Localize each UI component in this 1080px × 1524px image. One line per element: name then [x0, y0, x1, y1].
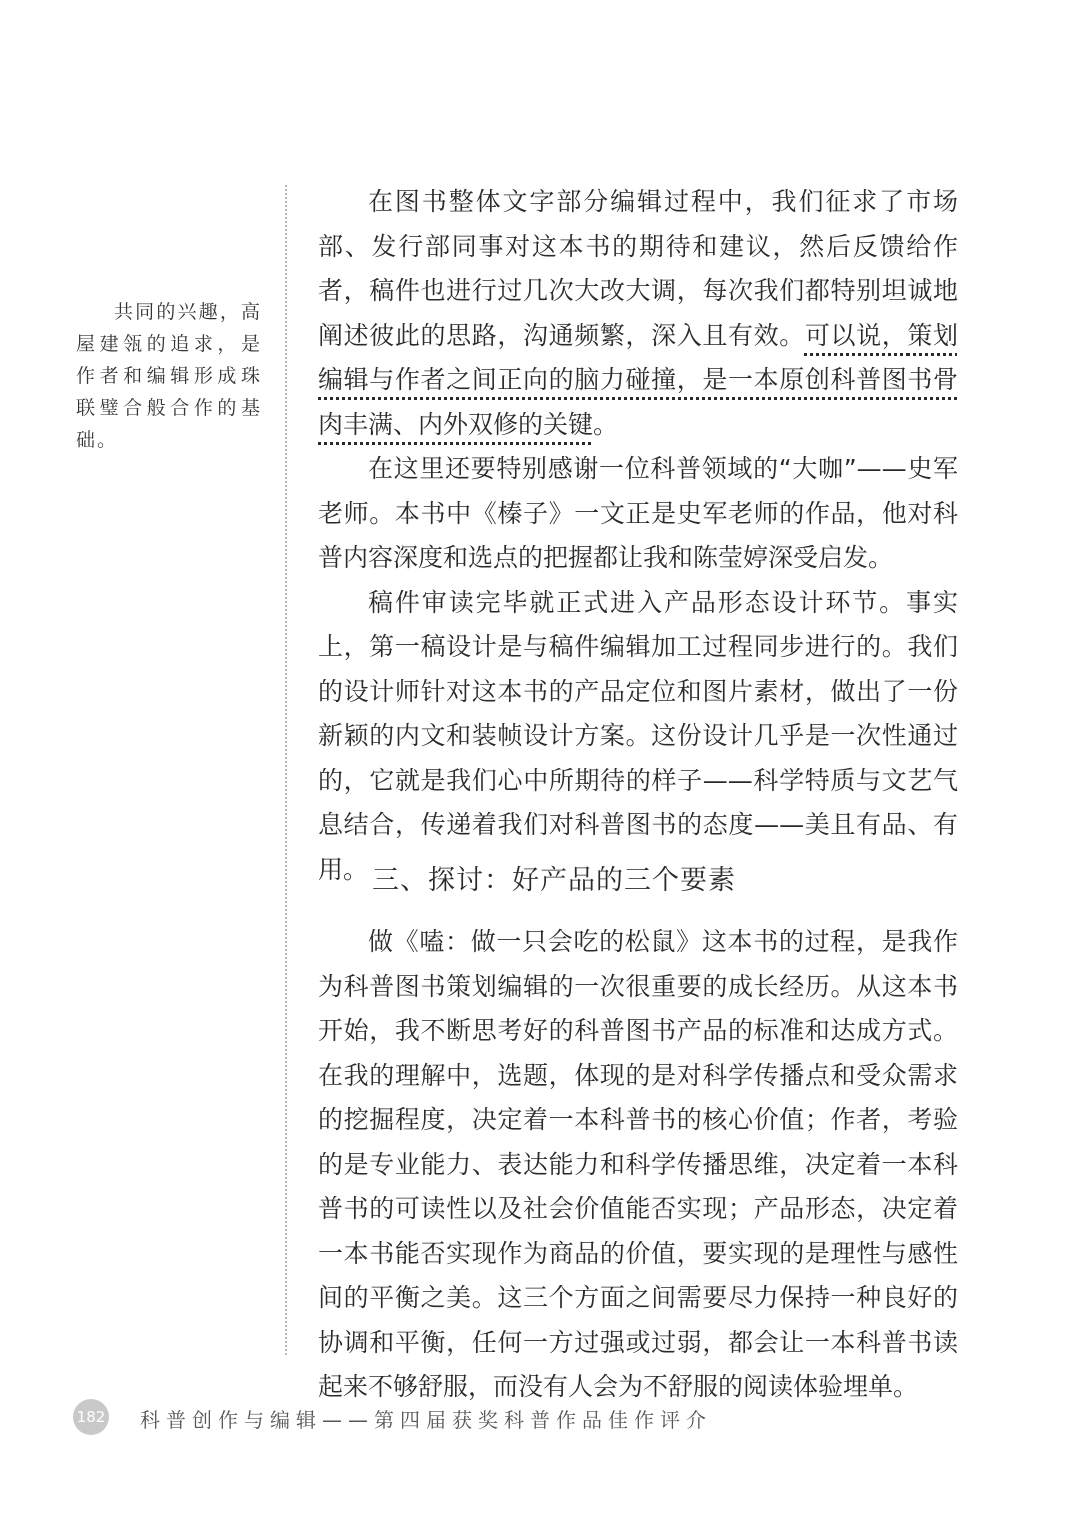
section-heading: 三、探讨：好产品的三个要素 [372, 865, 736, 896]
margin-note: 共同的兴趣，高屋建瓴的追求，是作者和编辑形成珠联璧合般合作的基础。 [76, 301, 262, 451]
paragraph-1-end: 。 [593, 409, 619, 439]
paragraph-3: 稿件审读完毕就正式进入产品形态设计环节。事实上，第一稿设计是与稿件编辑加工过程同步进行的。我们的设计师针对这本书的产品定位和图片素材，做出了一份新颖的内文和装帧设计方案。这份设计几乎是一次性通过的，它就是我们心中所期待的样子——科学特质与文艺气息结合，传递着我们对科普图书的态度——美且有品、有用。 [318, 587, 958, 884]
page-number-badge: 182 [73, 1399, 109, 1435]
paragraph-1-emphasis: 策划编辑与作者之间正向的脑力碰撞，是一本原创科普图书骨肉丰满、内外双修的关键 [318, 320, 958, 439]
body-text-top [318, 180, 958, 892]
paragraph-4: 做《嗑：做一只会吃的松鼠》这本书的过程，是我作为科普图书策划编辑的一次很重要的成长经历。从这本书开始，我不断思考好的科普图书产品的标准和达成方式。在我的理解中，选题，体现的是对科学传播点和受众需求的挖掘程度，决定着一本科普书的核心价值；作者，考验的是专业能力、表达能力和科学传播思维，决定着一本科普书的可读性以及社会价值能否实现；产品形态，决定着一本书能否实现作为商品的价值，要实现的是理性与感性间的平衡之美。这三个方面之间需要尽力保持一种良好的协调和平衡，任何一方过强或过弱，都会让一本科普书读起来不够舒服，而没有人会为不舒服的阅读体验埋单。 [318, 927, 958, 1401]
body-text-bottom [318, 920, 958, 1410]
paragraph-1-text: 在图书整体文字部分编辑过程中，我们征求了市场部、发行部同事对这本书的期待和建议，然后反馈给作者，稿件也进行过几次大改大调，每次我们都特别坦诚地阐述彼此的思路，沟通频繁，深入且有效。 [318, 187, 958, 350]
margin-divider [285, 185, 287, 1355]
paragraph-1-emphasis-lead: 可以说， [804, 320, 908, 350]
paragraph-1 [318, 180, 958, 447]
running-footer-title: 科普创作与编辑——第四届获奖科普作品佳作评介 [140, 1408, 712, 1432]
paragraph-2: 在这里还要特别感谢一位科普领域的“大咖”——史军老师。本书中《榛子》一文正是史军老师的作品，他对科普内容深度和选点的把握都让我和陈莹婷深受启发。 [318, 454, 958, 572]
